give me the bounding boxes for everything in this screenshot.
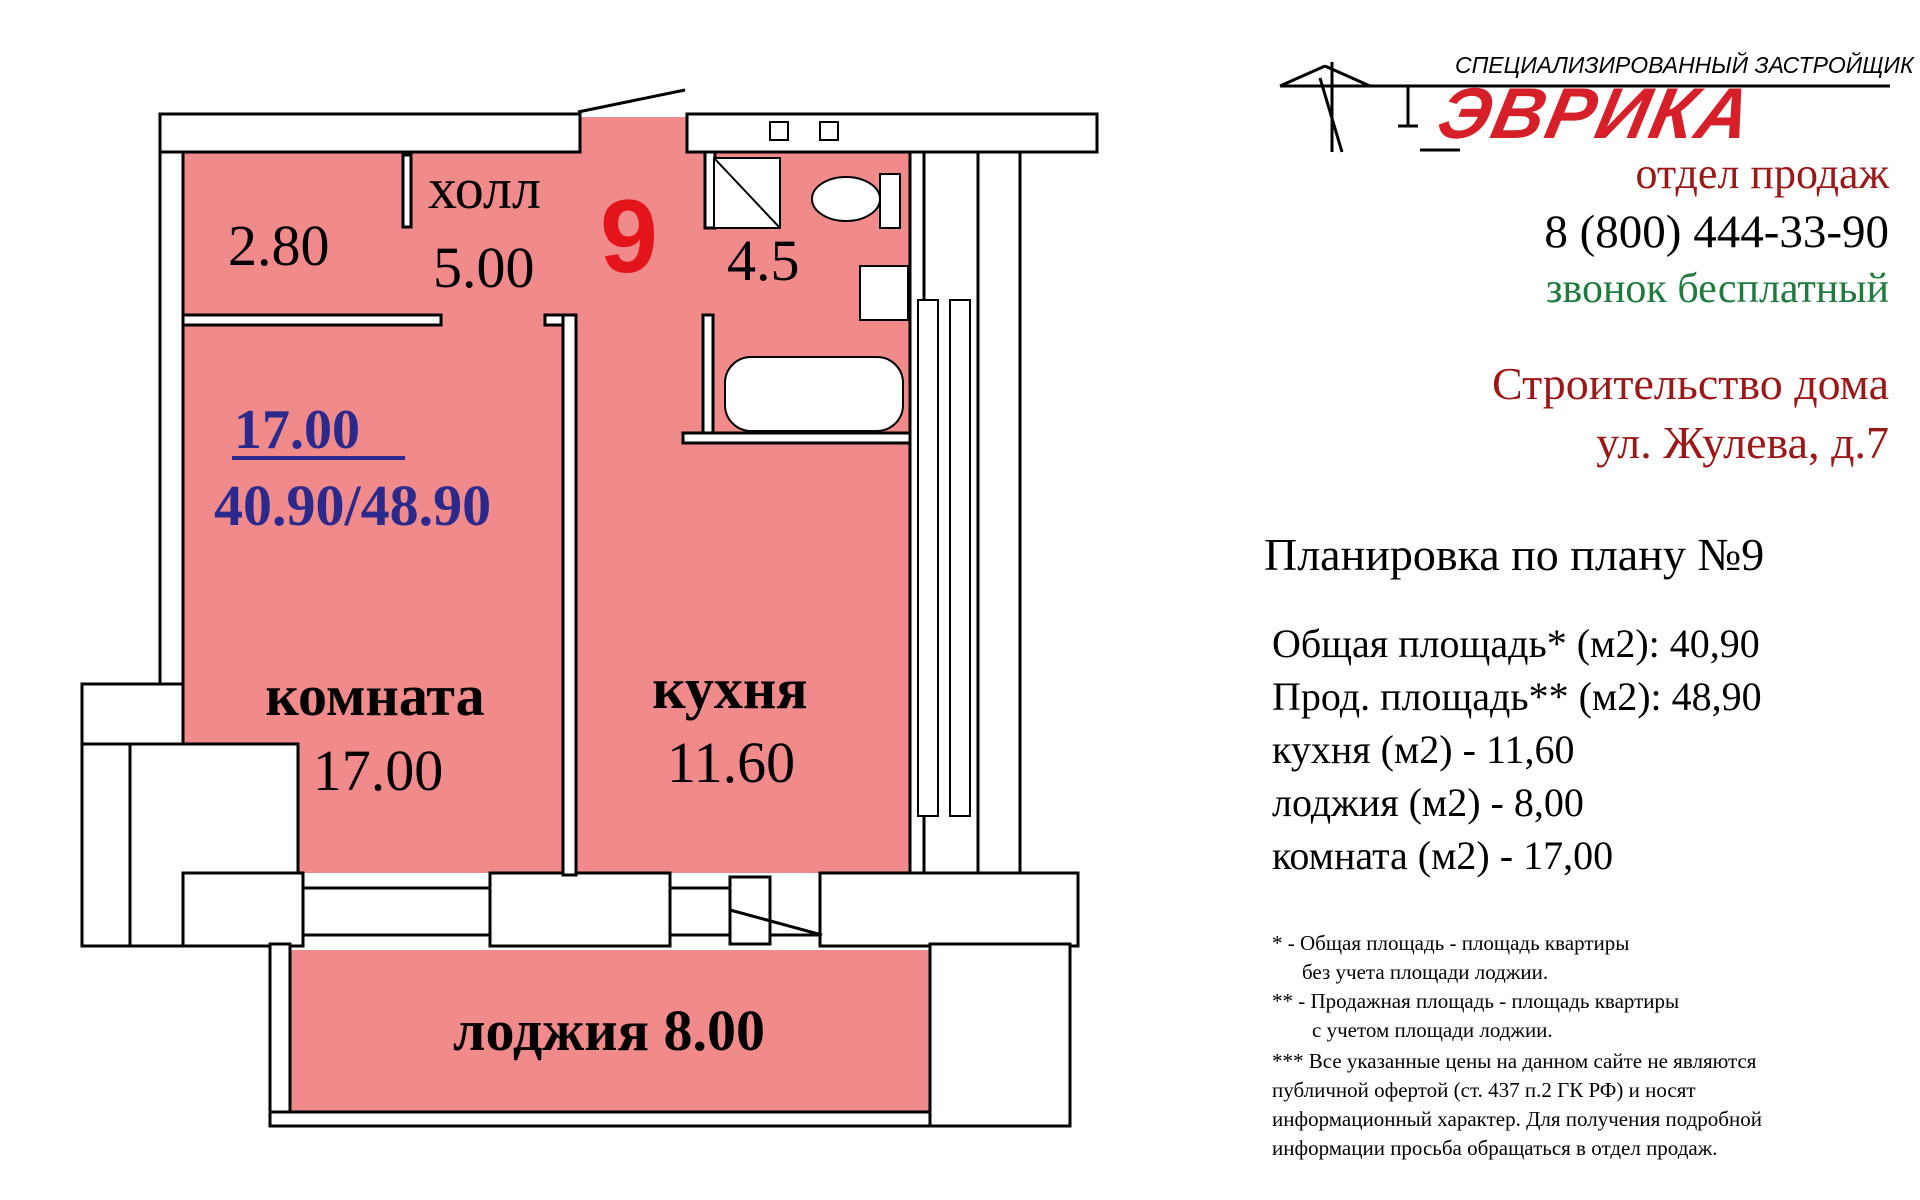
wall-bottom-3 <box>820 873 1078 946</box>
hall-area-label: 5.00 <box>433 235 535 300</box>
kitchen-area-label: 11.60 <box>666 730 796 795</box>
footnote-3-line-4: информации просьба обращаться в отдел продаж. <box>1272 1136 1718 1160</box>
footnote-1-cont: без учета площади лоджии. <box>1302 960 1549 984</box>
bath-area-label: 4.5 <box>727 228 800 293</box>
kitchen-name-label: кухня <box>652 656 808 721</box>
plan-title: Планировка по плану №9 <box>1264 529 1765 580</box>
apartment-number: 9 <box>600 179 658 295</box>
spec-sale-area: Прод. площадь** (м2): 48,90 <box>1272 674 1762 719</box>
toilet-icon <box>812 177 880 221</box>
partition-bath-left <box>703 315 713 440</box>
phone-number[interactable]: 8 (800) 444-33-90 <box>1544 206 1889 258</box>
wall-top-left <box>160 114 580 152</box>
wall-left-stub <box>82 684 183 744</box>
room-area-label: 17.00 <box>312 738 444 803</box>
entrance-door <box>578 90 685 112</box>
partition-bath-bottom <box>683 433 910 443</box>
sales-department: отдел продаж <box>1635 149 1889 198</box>
partition-hall-post <box>403 155 411 227</box>
spec-total-area: Общая площадь* (м2): 40,90 <box>1272 621 1760 666</box>
footnote-3-line-1: *** Все указанные цены на данном сайте не являются <box>1272 1049 1757 1073</box>
ventilation-shaft <box>918 300 970 816</box>
address-label: ул. Жулева, д.7 <box>1596 417 1889 468</box>
wall-right-shaft <box>978 152 1020 882</box>
wall-top-right <box>687 114 1097 152</box>
wall-loggia-left <box>270 944 290 1126</box>
total-areas-label: 40.90/48.90 <box>214 473 492 538</box>
living-area-underlined: 17.00 <box>234 399 360 461</box>
footnote-1: * - Общая площадь - площадь квартиры <box>1272 931 1630 955</box>
room-name-label: комната <box>265 663 485 728</box>
wall-bottom-2 <box>490 873 670 946</box>
partition-storage <box>183 315 441 325</box>
hall-name-label: холл <box>428 156 541 221</box>
sink-icon <box>860 266 908 320</box>
footnote-3-line-2: публичной офертой (ст. 437 п.2 ГК РФ) и носят <box>1272 1078 1696 1102</box>
spec-loggia: лоджия (м2) - 8,00 <box>1272 780 1584 825</box>
wall-bottom-1 <box>183 873 303 946</box>
phone-note: звонок бесплатный <box>1545 266 1889 312</box>
construction-label: Строительство дома <box>1492 358 1889 409</box>
wall-right-lower <box>930 944 1070 1126</box>
developer-type: СПЕЦИАЛИЗИРОВАННЫЙ ЗАСТРОЙЩИК <box>1455 52 1914 78</box>
loggia-label: лоджия 8.00 <box>452 998 766 1063</box>
storage-area-label: 2.80 <box>228 213 330 278</box>
footnote-2-cont: с учетом площади лоджии. <box>1312 1018 1553 1042</box>
spec-kitchen: кухня (м2) - 11,60 <box>1272 727 1575 772</box>
footnote-3-line-3: информационный характер. Для получения подробной <box>1272 1107 1762 1131</box>
wall-loggia-bottom <box>270 1112 930 1126</box>
bathtub-icon <box>725 357 903 431</box>
wall-left-lower <box>82 744 130 946</box>
spec-room: комната (м2) - 17,00 <box>1272 833 1614 878</box>
wall-left <box>160 152 183 684</box>
developer-name: ЭВРИКА <box>1431 74 1760 154</box>
footnote-2: ** - Продажная площадь - площадь квартиры <box>1272 989 1680 1013</box>
partition-room-kitchen <box>563 315 576 875</box>
